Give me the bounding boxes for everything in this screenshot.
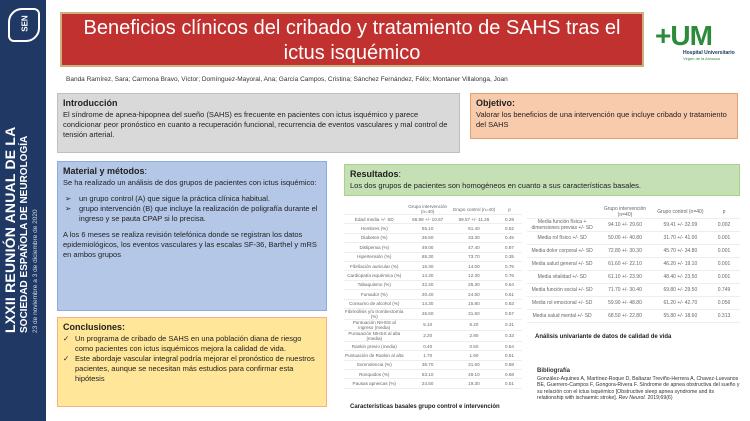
table-cell: 33.30 <box>468 235 480 241</box>
table-row <box>344 290 522 299</box>
table-cell: Puntuación de Rankin al alta <box>345 352 404 358</box>
table-cell: 31.70 +/- 41.00 <box>663 235 698 241</box>
table-cell: 0.54 <box>505 343 514 349</box>
table-row <box>344 243 522 252</box>
conclusions-section <box>57 317 327 407</box>
quality-of-life-table <box>527 206 740 330</box>
table-cell: Media función física + dimensiones previas +/- SD <box>531 219 593 231</box>
table-cell: 61.10 +/- 23.90 <box>608 274 642 280</box>
table-cell: 26.30 <box>468 282 480 288</box>
conclusion-item-2: Este abordaje vascular integral podría mejorar el pronóstico de nuestros pacientes, aunque se necesitan más estudios para confirmar esta hipótesis <box>75 354 315 383</box>
table-cell: 26.50 <box>421 311 434 317</box>
objective-heading: Objetivo: <box>476 98 516 108</box>
table-cell: 0.45 <box>505 235 514 241</box>
table-cell: 1.70 <box>423 352 433 358</box>
table-cell: 0.75 <box>505 263 514 269</box>
table-cell: 59.41 +/- 32.09 <box>663 222 698 228</box>
table-cell: 0.58 <box>505 362 514 368</box>
table-header-row <box>527 206 740 219</box>
table-cell: 47.40 <box>468 244 480 250</box>
table-cell: 20.40 <box>421 291 434 297</box>
table-cell: 0.001 <box>717 261 731 267</box>
table-cell: 22.40 <box>421 282 434 288</box>
table-cell: 65.30 <box>421 254 434 260</box>
methods-item-control: un grupo control (A) que sigue la práctica clínica habitual. <box>79 194 270 203</box>
table-cell: 0.61 <box>505 291 514 297</box>
bibliography-heading: Bibliografía <box>537 368 571 374</box>
table-cell: Pausas apneicas (%) <box>352 381 396 387</box>
table-cell: 0.52 <box>505 226 514 232</box>
table-row <box>344 215 522 224</box>
table-cell: 5.10 <box>423 322 433 328</box>
table-row <box>344 319 522 330</box>
table-cell: 2.90 <box>469 333 479 339</box>
table-cell: 2.20 <box>423 333 433 339</box>
table-cell: 0.33 <box>505 333 514 339</box>
table-cell: Fibrilación auricular (%) <box>350 263 399 269</box>
table-cell: Tabaquismo (%) <box>357 282 391 288</box>
table-row <box>527 284 740 297</box>
table-cell: Consumo de alcohol (%) <box>349 301 400 307</box>
table-cell: 14.00 <box>468 263 480 269</box>
table-cell: 12.30 <box>468 273 480 279</box>
baseline-table-body <box>344 215 522 389</box>
table-cell: Rankin previo (media) <box>351 343 397 349</box>
table-row <box>344 280 522 289</box>
results-section <box>344 164 740 196</box>
hospital-logo-subtitle: Virgen de la Arrixaca <box>683 56 720 61</box>
table-row <box>344 252 522 261</box>
table-cell: 6.20 <box>469 322 479 328</box>
table-cell: Ronquidos (%) <box>359 371 390 377</box>
table-cell: 69.80 +/- 29.50 <box>663 287 698 293</box>
table-cell: 94.10 +/- 29.60 <box>608 222 642 228</box>
arrow-bullet-icon: ➢ <box>65 194 72 203</box>
methods-intro: Se ha realizado un análisis de dos grupos de pacientes con ictus isquémico: <box>63 178 317 187</box>
table-cell: 31.60 <box>468 362 480 368</box>
conclusion-item-1: Un programa de cribado de SAHS en una población diana de riesgo como pacientes con ictus isquémicos mejora la calidad de vida. <box>75 334 302 353</box>
table-cell: 14.30 <box>421 301 434 307</box>
table-cell: 24.60 <box>468 291 480 297</box>
table-row <box>527 310 740 323</box>
methods-section <box>57 161 327 311</box>
table-cell: Dislipemia (%) <box>359 244 390 250</box>
table-cell: 0.64 <box>505 282 514 288</box>
table-cell: 55.80 +/- 18.60 <box>663 313 698 319</box>
congress-name-line2: SOCIEDAD ESPAÑOLA DE NEUROLOGÍA <box>19 135 30 333</box>
sidebar-vertical-text <box>0 0 46 421</box>
page-title: Beneficios clínicos del cribado y tratamiento de SAHS tras el ictus isquémico <box>83 17 621 64</box>
table-cell: Hombres (%) <box>360 226 388 232</box>
table-header-cell: p <box>508 206 511 212</box>
intro-section <box>57 93 460 153</box>
table-cell: Fibrinólisis y/o trombectomía (%) <box>345 308 404 319</box>
table-cell: 46.20 +/- 19.10 <box>663 261 698 267</box>
methods-closing: A los 6 meses se realiza revisión telefónica donde se registran los datos epidemiológicos, los eventos vasculares y las escalas SF-36, Barthel y mRS en ambos grupos <box>63 230 317 259</box>
table-cell: 1.90 <box>469 352 479 358</box>
methods-list <box>65 194 321 224</box>
table-cell: Fumador (%) <box>360 291 388 297</box>
table-cell: 61.60 +/- 22.10 <box>608 261 642 267</box>
sidebar-banner <box>0 0 46 421</box>
table-cell: 53.10 <box>421 371 434 377</box>
table-cell: 0.001 <box>717 248 731 254</box>
table-cell: 0.31 <box>505 322 514 328</box>
table-cell: 49.10 <box>468 371 480 377</box>
table-row <box>527 232 740 245</box>
table-cell: 69.57 +/- 11.26 <box>458 216 490 222</box>
table-cell: 31.60 <box>468 311 480 317</box>
table-cell: 0.83 <box>505 301 514 307</box>
sen-logo-text: SEN <box>20 15 30 32</box>
table-cell: Media función social +/- SD <box>531 287 593 293</box>
bibliography-text: González-Aquines A, Martínez-Roque D, Baltazar Treviño-Herrera A, Chavez-Luevanos BE, Guerrero-Campos F, Gongora-Rivera F. Síndrome de apnea obstructiva del sueño y su relación con el ictus isquémico [Obstructive sleep apnea syndrome and its relationship with ischaemic stroke]. <box>537 375 740 401</box>
table-cell: 0.35 <box>505 254 514 260</box>
baseline-table-grid <box>344 204 522 389</box>
table-cell: 24.50 <box>421 381 434 387</box>
table-cell: Media dolor corporal +/- SD <box>531 248 593 254</box>
table-cell: 0.002 <box>717 222 731 228</box>
table-cell: 0.76 <box>505 273 514 279</box>
table-cell: 19.30 <box>468 381 480 387</box>
arrow-bullet-icon: ➢ <box>65 204 72 213</box>
results-heading-text: Resultados <box>350 169 399 179</box>
table-cell: 0.29 <box>505 216 514 222</box>
table-cell: 0.40 <box>423 343 433 349</box>
baseline-table <box>344 204 522 400</box>
checkmark-icon: ✓ <box>63 354 70 363</box>
table-row <box>344 261 522 270</box>
table-cell: 61.40 <box>468 226 480 232</box>
table-row <box>344 351 522 360</box>
table-cell: Puntuación NIHSS al alta (media) <box>348 330 401 341</box>
table-header-cell: Grupo control (n=40) <box>657 209 704 215</box>
table-row <box>344 379 522 388</box>
table-row <box>527 297 740 310</box>
table-cell: Media rol físico +/- SD <box>537 235 587 241</box>
table-cell: 68.50 +/- 22.80 <box>608 313 642 319</box>
table-header-cell: Grupo intervención (n=40) <box>603 206 647 218</box>
table-cell: 0.51 <box>505 352 514 358</box>
methods-heading <box>63 166 321 177</box>
table-cell: 0.001 <box>717 235 731 241</box>
table-cell: Media salud mental +/- SD <box>532 313 592 319</box>
quality-of-life-table-grid <box>527 206 740 323</box>
authors-line: Banda Ramírez, Sara; Carmona Bravo, Víctor; Domínguez-Mayoral, Ana; García Campos, Cristina; Sánchez Fernández, Félix; Montaner Villalonga, Joan <box>66 76 508 83</box>
table-cell: Cardiopatía isquémica (%) <box>347 273 402 279</box>
conclusions-heading: Conclusiones: <box>63 322 126 332</box>
table-cell: 71.70 +/- 30.40 <box>608 287 642 293</box>
results-heading <box>350 169 734 180</box>
table-cell: 73.70 <box>468 254 480 260</box>
list-item <box>63 334 321 354</box>
table-cell: 45.70 +/- 34.80 <box>663 248 698 254</box>
bibliography-year: 2019;69(6) <box>647 395 673 401</box>
list-item <box>63 354 321 384</box>
table-cell: 0.68 <box>505 371 514 377</box>
table-cell: 0.313 <box>717 313 731 319</box>
table-cell: 61.20 +/- 42.70 <box>663 300 698 306</box>
table-row <box>344 360 522 369</box>
table-cell: Media rol emocional +/- SD <box>531 300 593 306</box>
bibliography-journal: Rev Neurol. <box>618 395 646 401</box>
table-cell: 14.30 <box>421 273 434 279</box>
table-cell: 15.80 <box>468 301 480 307</box>
table-cell: 16.30 <box>421 263 434 269</box>
table-cell: 49.00 <box>421 244 434 250</box>
objective-text: Valorar los beneficios de una intervención que incluye cribado y tratamiento del SAHS <box>476 110 727 129</box>
table-cell: Somnolencia (%) <box>356 362 392 368</box>
bibliography <box>537 368 741 402</box>
table-header-cell: p <box>722 209 726 215</box>
methods-heading-colon: : <box>144 166 148 176</box>
results-text: Los dos grupos de pacientes son homogéneos en cuanto a sus características basales. <box>350 181 642 190</box>
table-header-row <box>344 204 522 215</box>
methods-item-intervention: grupo intervención (B) que incluye la realización de poligrafía durante el ingreso y se pauta CPAP si lo precisa. <box>79 204 318 223</box>
table-cell: 72.80 +/- 30.30 <box>608 248 642 254</box>
table-cell: Puntuación NIHSS al ingreso (media) <box>352 319 396 330</box>
methods-heading-text: Material y métodos <box>63 166 145 176</box>
table-cell: 0.87 <box>505 244 514 250</box>
checkmark-icon: ✓ <box>63 334 70 343</box>
table-row <box>344 308 522 319</box>
results-heading-colon: : <box>398 169 402 179</box>
quality-of-life-caption: Análisis univariante de datos de calidad de vida <box>535 334 672 340</box>
table-cell: Media salud general +/- SD <box>531 261 593 267</box>
table-row <box>344 341 522 350</box>
table-cell: Edad media +/- SD <box>354 216 394 222</box>
table-header-cell: Grupo intervención (n=40) <box>408 204 448 214</box>
table-row <box>344 271 522 280</box>
table-row <box>344 224 522 233</box>
table-header-cell <box>344 204 405 215</box>
hospital-logo <box>655 20 735 64</box>
conclusions-list <box>63 334 321 384</box>
table-cell: 0.001 <box>717 274 731 280</box>
table-cell: 59.90 +/- 48.80 <box>608 300 642 306</box>
table-row <box>527 245 740 258</box>
table-cell: 55.10 <box>421 226 434 232</box>
table-cell: 36.70 <box>421 362 434 368</box>
table-cell: Media vitalidad +/- SD <box>537 274 587 280</box>
list-item <box>65 204 321 224</box>
objective-section <box>470 93 738 139</box>
table-cell: 26.50 <box>421 235 434 241</box>
table-cell: 66.98 +/- 10.57 <box>412 216 444 222</box>
quality-of-life-table-body <box>527 219 740 323</box>
table-row <box>344 330 522 341</box>
table-row <box>527 219 740 232</box>
table-row <box>527 258 740 271</box>
title-banner <box>60 12 644 67</box>
table-cell: 0.51 <box>505 381 514 387</box>
hospital-logo-mark: +UM <box>655 20 712 51</box>
baseline-table-caption: Características basales grupo control e intervención <box>350 404 500 410</box>
table-cell: 50.00 +/- 40.80 <box>608 235 642 241</box>
table-cell: 0.57 <box>505 311 514 317</box>
table-cell: Diabetes (%) <box>360 235 388 241</box>
table-cell: 0.749 <box>717 287 731 293</box>
list-item <box>65 194 321 204</box>
intro-text: El síndrome de apnea-hipopnea del sueño (SAHS) es frecuente en pacientes con ictus isquémico y parece condicionar peor pronóstico en cuanto a recuperación funcional, recurrencia de eventos vasculares y mal control de tensión arterial. <box>63 110 448 139</box>
table-cell: 48.40 +/- 23.50 <box>663 274 698 280</box>
congress-name-line1: LXXII REUNIÓN ANUAL DE LA <box>2 126 18 333</box>
table-cell: 0.50 <box>469 343 479 349</box>
table-cell: Hipertensión (%) <box>357 254 392 260</box>
table-row <box>344 370 522 379</box>
table-header-cell: Grupo control (n=40) <box>452 206 496 212</box>
table-cell: 0.056 <box>717 300 731 306</box>
table-header-cell <box>527 206 597 219</box>
table-row <box>527 271 740 284</box>
table-row <box>344 299 522 308</box>
hospital-logo-name: Hospital Universitario <box>683 50 735 56</box>
intro-heading: Introducción <box>63 98 118 108</box>
congress-dates: 23 de noviembre a 3 de diciembre de 2020 <box>32 209 39 333</box>
table-row <box>344 233 522 242</box>
